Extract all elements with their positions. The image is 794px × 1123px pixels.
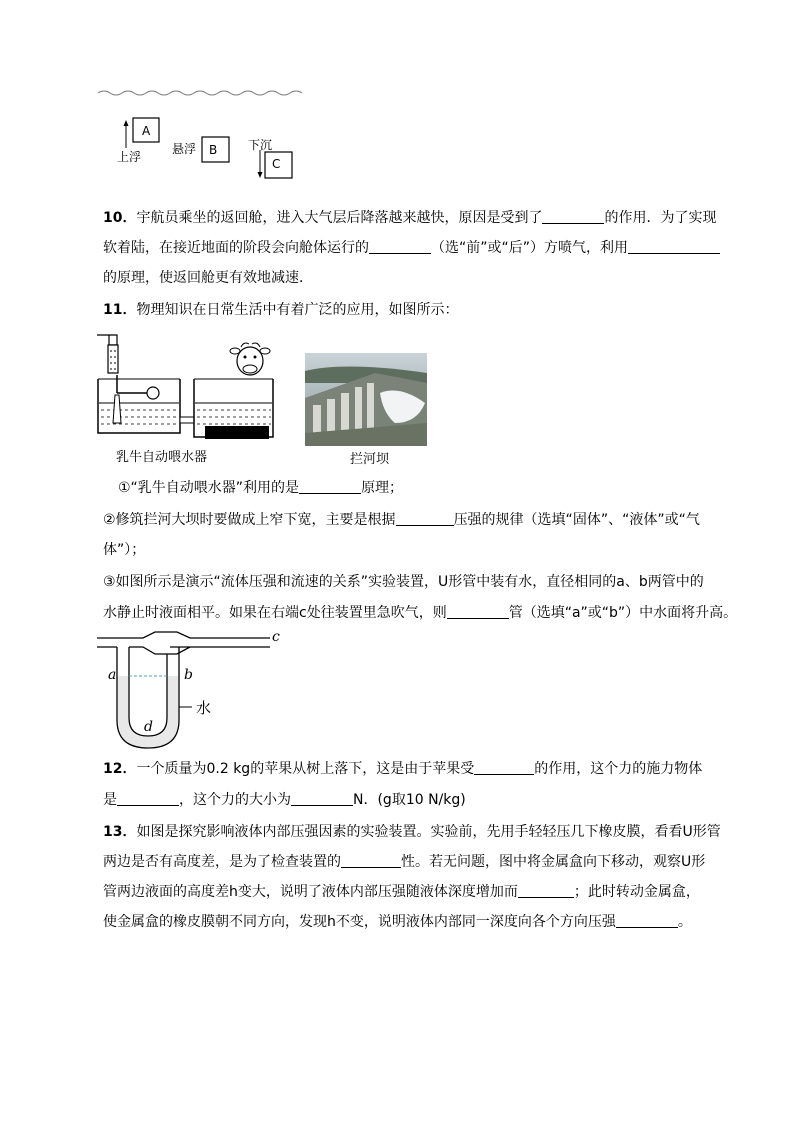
u-tube-figure	[95, 630, 290, 752]
q11-intro: 11．物理知识在日常生活中有着广泛的应用，如图所示：	[103, 302, 459, 318]
q12-line2: 是 ，这个力的大小为 N．(g取10 N/kg)	[103, 792, 466, 808]
utube-label-b: b	[184, 667, 193, 683]
box-b-label: B	[209, 143, 218, 157]
q13-line1: 13．如图是探究影响液体内部压强因素的实验装置。实验前，先用手轻轻压几下橡皮膜，看看U形管	[103, 824, 721, 840]
q12-blank1[interactable]	[474, 760, 534, 775]
q10-line3: 的原理，使返回舱更有效地减速．	[103, 270, 313, 286]
utube-label-d: d	[144, 719, 153, 735]
water-surface-wave	[98, 91, 302, 95]
q12-number: 12．	[103, 761, 137, 777]
utube-label-a: a	[108, 667, 117, 683]
q13-blank2[interactable]	[518, 883, 574, 898]
q11-s1: ①“乳牛自动喂水器”利用的是 原理；	[118, 480, 404, 496]
q10-number: 10．	[103, 210, 137, 226]
box-a-label: A	[142, 124, 151, 138]
q11-blank1[interactable]	[299, 479, 361, 494]
q13-blank3[interactable]	[616, 913, 678, 928]
q11-s2: ②修筑拦河大坝时要做成上窄下宽，主要是根据 压强的规律（选填“固体”、“液体”或“气	[103, 512, 700, 528]
label-suspend: 悬浮	[172, 142, 197, 156]
q11-blank2[interactable]	[396, 511, 454, 526]
q13-blank1[interactable]	[341, 853, 401, 868]
q12-blank2[interactable]	[117, 791, 179, 806]
q11-number: 11．	[103, 302, 137, 318]
utube-label-water: 水	[196, 699, 212, 717]
q13-line3: 管两边液面的高度差h变大，说明了液体内部压强随液体深度增加而 ；此时转动金属盒，	[103, 884, 700, 900]
label-up: 上浮	[117, 150, 142, 164]
q11-blank3[interactable]	[447, 604, 509, 619]
q13-line2: 两边是否有高度差，是为了检查装置的 性。若无问题，图中将金属盒向下移动，观察U形	[103, 854, 706, 870]
q10-line2: 软着陆，在接近地面的阶段会向舱体运行的 （选“前”或“后”）方喷气，利用	[103, 238, 724, 258]
cow-auto-waterer-figure	[95, 333, 280, 443]
q11-s2-cont: 体”）；	[103, 542, 146, 558]
caption-dam: 拦河坝	[350, 452, 390, 467]
q12-line1: 12．一个质量为0.2 kg的苹果从树上落下，这是由于苹果受 的作用，这个力的施力物体	[103, 761, 703, 777]
label-down: 下沉	[248, 138, 273, 152]
box-c-label: C	[272, 157, 281, 171]
cow-head-icon	[230, 343, 270, 375]
q12-blank3[interactable]	[291, 791, 353, 806]
q13-line4: 使金属盒的橡皮膜朝不同方向，发现h不变，说明液体内部同一深度向各个方向压强 。	[103, 914, 692, 930]
q10-blank2[interactable]	[369, 239, 431, 254]
q11-s3: ③如图所示是演示“流体压强和流速的关系”实验装置，U形管中装有水，直径相同的a、b两管中的	[103, 574, 704, 590]
dam-photo	[305, 353, 427, 446]
q10-line1: 10．宇航员乘坐的返回舱，进入大气层后降落越来越快，原因是受到了 的作用．为了实现	[103, 210, 717, 226]
utube-label-c: c	[272, 629, 280, 645]
q13-number: 13．	[103, 824, 137, 840]
q11-s3-line2: 水静止时液面相平。如果在右端c处往装置里急吹气，则 管（选填“a”或“b”）中水面将升高。	[103, 605, 738, 621]
q10-blank3[interactable]	[628, 239, 720, 254]
caption-cow-waterer: 乳牛自动喂水器	[116, 450, 208, 465]
q10-blank1[interactable]	[542, 209, 604, 224]
